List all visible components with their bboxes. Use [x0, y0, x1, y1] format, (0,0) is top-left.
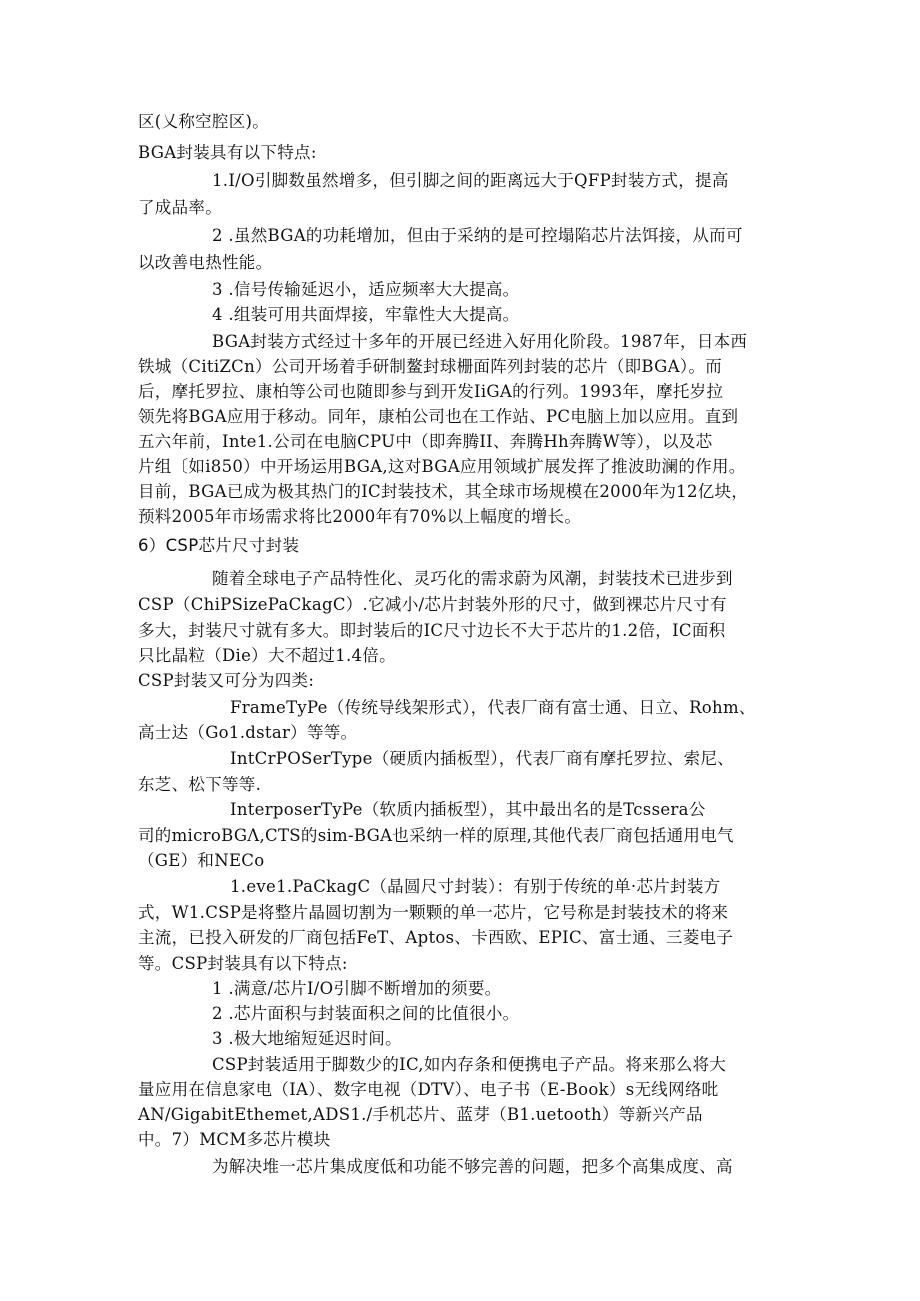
text-line: 领先将BGA应用于移动。同年，康柏公司也在工作站、PC电脑上加以应用。直到: [138, 407, 739, 426]
text-line: 式，W1.CSP是将整片晶圆切割为一颗颗的单一芯片，它号称是封装技术的将来: [138, 903, 729, 922]
text-line: 司的microBGΛ,CTS的sim-BGA也采纳一样的原理,其他代表厂商包括通用电气: [138, 826, 734, 845]
text-line: （GE）和NECo: [138, 851, 265, 870]
text-line: IntCrPOSerType（硬质内插板型），代表厂商有摩托罗拉、索尼、: [230, 749, 735, 768]
text-line: 铁城（CitiZCn）公司开场着手研制鳌封球栅面阵列封装的芯片（即BGA）。而: [138, 357, 723, 376]
text-line: 以改善电热性能。: [138, 253, 273, 272]
section-heading: 6）CSP芯片尺寸封装: [138, 536, 300, 555]
text-line: 只比晶粒（Die）大不超过1.4倍。: [138, 646, 396, 665]
text-line: BGA封装方式经过十多年的开展已经进入好用化阶段。1987年，日本西: [212, 332, 748, 351]
text-line: 区(乂称空腔区)。: [138, 112, 270, 131]
text-line: InterposerTyPe（软质内插板型），其中最出名的是Tcssera公: [230, 800, 706, 819]
text-line: 3 .信号传输延迟小，适应频率大大提高。: [212, 280, 520, 299]
text-line: 量应用在信息家电（IA）、数字电视（DTV）、电子书（E-Book）s无线网络吡: [138, 1080, 719, 1099]
text-line: AN/GigabitEthemet,ADS1./手机芯片、蓝芽（B1.uetooth）等新兴产品: [138, 1105, 703, 1124]
text-line: 后，摩托罗拉、康柏等公司也随即参与到开发IiGA的行列。1993年，摩托岁拉: [138, 382, 724, 401]
text-line: 3 .极大地缩短延迟时间。: [212, 1029, 402, 1048]
text-line: 五六年前，Inte1.公司在电脑CPU中（即奔腾II、奔腾Hh奔腾W等），以及芯: [138, 432, 713, 451]
text-line: 片组〔如i850）中开场运用BGA,这对BGA应用领域扩展发挥了推波助澜的作用。: [138, 457, 746, 476]
text-line: 1.I/O引脚数虽然增多，但引脚之间的距离远大于QFP封装方式，提高: [212, 171, 729, 190]
text-line: 东芝、松下等等.: [138, 775, 262, 794]
text-line: 多大，封装尺寸就有多大。即封装后的IC尺寸边长不大于芯片的1.2倍，IC面积: [138, 621, 726, 640]
text-line: 随着全球电子产品特性化、灵巧化的需求蔚为风潮，封装技术已进步到: [212, 569, 733, 588]
text-line: 为解决堆一芯片集成度低和功能不够完善的问题，把多个高集成度、高: [212, 1157, 733, 1176]
text-line: 高士达（Go1.dstar）等等。: [138, 723, 358, 742]
text-line: FrameTyPe（传统导线架形式），代表厂商有富士通、日立、Rohm、: [230, 698, 756, 717]
text-line: 中。7）MCM多芯片模块: [138, 1130, 331, 1149]
text-line: 目前，BGA已成为极其热门的IC封装技术，其全球市场规模在2000年为12亿块，: [138, 482, 749, 501]
text-line: 1 .满意/芯片I/O引脚不断增加的须要。: [212, 979, 502, 998]
text-line: CSP封装适用于脚数少的IC,如内存条和便携电子产品。将来那么将大: [212, 1055, 727, 1074]
text-line: 预料2005年市场需求将比2000年有70%以上幅度的增长。: [138, 507, 582, 526]
text-line: BGA封装具有以下特点:: [138, 143, 317, 162]
text-line: 了成品率。: [138, 198, 222, 217]
text-line: 等。CSP封装具有以下特点:: [138, 954, 348, 973]
text-line: 2 .芯片面积与封装面积之间的比值很小。: [212, 1004, 520, 1023]
text-line: 主流，已投入研发的厂商包括FeT、Aptos、卡西欧、EPIC、富士通、三菱电子: [138, 928, 734, 947]
text-line: 4 .组装可用共面焊接，牢靠性大大提高。: [212, 305, 520, 324]
text-line: 2 .虽然BGA的功耗增加，但由于采纳的是可控塌陷芯片法饵接，从而可: [212, 226, 743, 245]
text-line: CSP（ChiPSizePaCkagC）.它减小/芯片封装外形的尺寸，做到裸芯片尺寸有: [138, 595, 727, 614]
text-line: 1.eve1.PaCkagC（晶圆尺寸封装）：有别于传统的单·芯片封装方: [230, 877, 721, 896]
text-line: CSP封装又可分为四类:: [138, 671, 315, 690]
